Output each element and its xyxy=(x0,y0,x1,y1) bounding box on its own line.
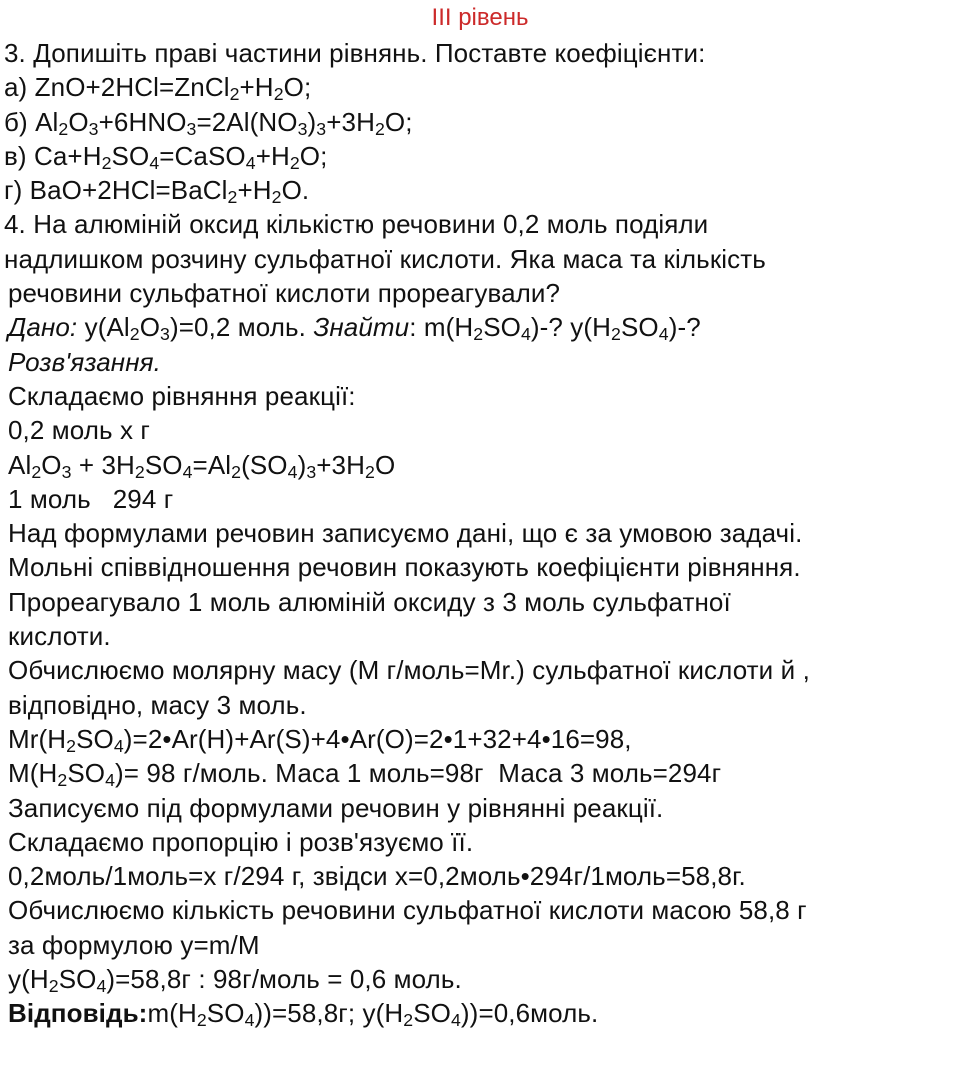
answer-label: Відповідь: xyxy=(8,998,148,1029)
task3-equation-b: б) $Al_2O_3+6HNO_3=2Al(NO_3)_3+3H_2O$; xyxy=(4,106,413,139)
task4-condition-line-1: 4. На алюміній оксид кількістю речовини 0,2 моль подіяли xyxy=(4,209,709,240)
solution-label: Розв'язання. xyxy=(8,346,161,377)
molar-mass-calc: $M(H_2SO_4)= 98$ г/моль. Маса 1 моль=98г Маса 3 моль=294г xyxy=(8,758,722,791)
explanation-text-4a: Обчислюємо молярну масу (М г/моль=Mr.) сульфатної кислоти й , xyxy=(8,655,810,686)
explanation-text-2: Мольні співвідношення речовин показують коефіцієнти рівняння. xyxy=(8,552,801,583)
explanation-text-8b: за формулою y=m/M xyxy=(8,929,260,960)
explanation-text-3b: кислоти. xyxy=(8,621,111,652)
explanation-text-6: Складаємо пропорцію і розв'язуємо її. xyxy=(8,826,474,857)
explanation-text-8a: Обчислюємо кількість речовини сульфатної кислоти масою 58,8 г xyxy=(8,895,807,926)
task4-condition-line-2: надлишком розчину сульфатної кислоти. Яка маса та кількість xyxy=(4,243,766,274)
task3-title: 3. Допишіть праві частини рівнянь. Поставте коефіцієнти: xyxy=(4,38,706,68)
proportion-calc: 0,2моль/1моль=х г/294 г, звідси х=0,2моль•294г/1моль=58,8г. xyxy=(8,861,746,892)
task3-equation-c: в) $Ca+H_2SO_4=CaSO_4+H_2O$; xyxy=(4,140,328,173)
reaction-equation: $Al_2O_3 + 3H_2SO_4=Al_2(SO_4)_3+3H_2O$ xyxy=(8,449,396,482)
explanation-text-5: Записуємо під формулами речовин у рівнянні реакції. xyxy=(8,792,664,823)
task4-given: Дано: $y(Al_2O_3)=0,2$ моль. Знайти: $m(H_2SO_4)-$? $y(H_2SO_4)-$? xyxy=(8,312,701,345)
explanation-text-4b: відповідно, масу 3 моль. xyxy=(8,689,307,720)
task3-equation-d: г) $BaO+2HCl=BaCl_2+H_2O$. xyxy=(4,175,310,208)
below-formula-values: 1 моль 294 г xyxy=(8,483,174,514)
answer-line: $Відповідь:m(H_2SO_4))=58,8г$; $y(H_2SO_4))=0,6моль$. xyxy=(8,998,599,1031)
explanation-text-3a: Прореагувало 1 моль алюміній оксиду з 3 моль сульфатної xyxy=(8,586,731,617)
explanation-text-1: Над формулами речовин записуємо дані, що є за умовою задачі. xyxy=(8,518,803,549)
task4-condition-line-3: речовини сульфатної кислоти прореагували? xyxy=(8,278,561,309)
amount-calc: $y(H_2SO_4)=58,8г$ : 98г/моль = 0,6 моль. xyxy=(8,964,462,996)
above-formula-values: 0,2 моль х г xyxy=(8,415,150,446)
relative-molar-mass-calc: $Mr(H_2SO_4)=2•Ar(H)+Ar(S)+4•Ar(O)=2•1+32+4•16=98$, xyxy=(8,723,632,756)
level-heading: III рівень xyxy=(431,4,529,31)
task3-equation-a: а) $ZnO+2HCl=ZnCl_2+H_2O$; xyxy=(4,72,312,105)
compose-equation-text: Складаємо рівняння реакції: xyxy=(8,380,356,411)
